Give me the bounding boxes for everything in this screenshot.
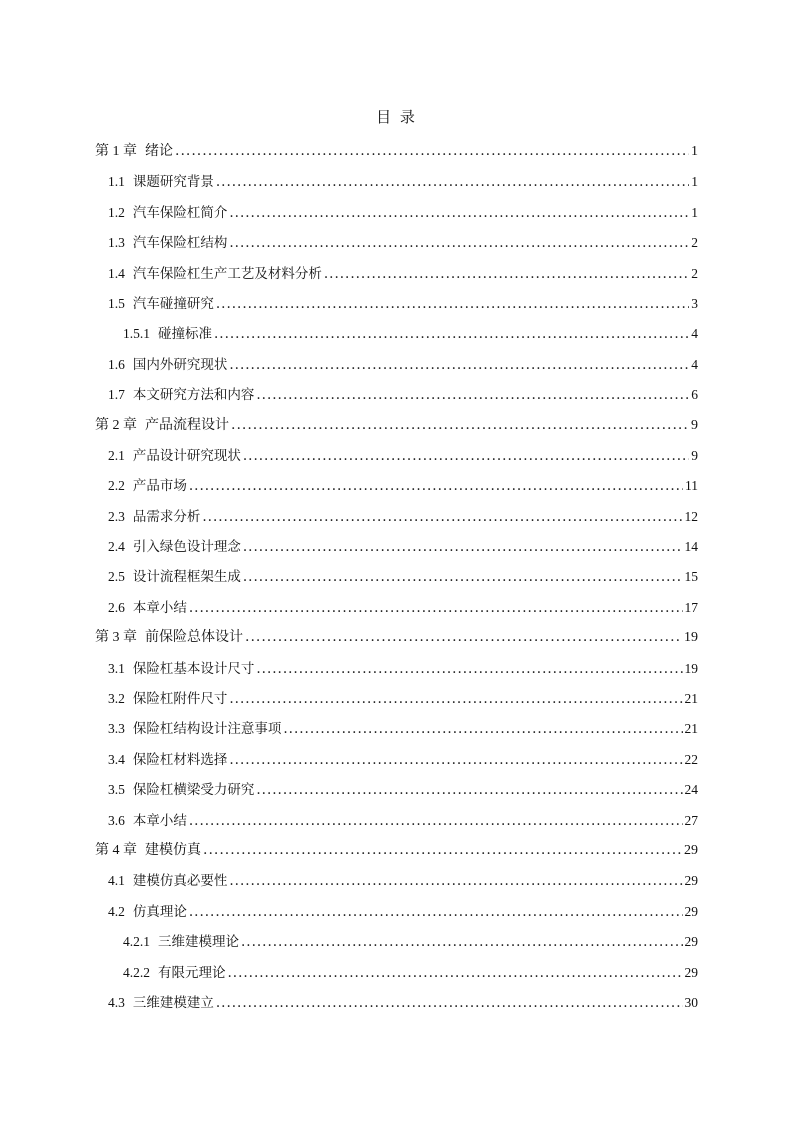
toc-entry-number: 3.5 [108,782,125,798]
toc-dot-leader [243,569,683,585]
toc-dot-leader [203,842,682,858]
toc-entry[interactable] [95,444,698,474]
toc-dot-leader [189,600,683,616]
toc-entry-title: 有限元理论 [158,964,226,981]
toc-entry-number: 1.1 [108,174,125,190]
toc-entry-page-number: 4 [691,356,698,372]
toc-entry-title: 汽车保险杠生产工艺及材料分析 [132,265,322,282]
toc-dot-leader [243,539,683,555]
toc-entry-page-number: 22 [684,751,698,767]
toc-dot-leader [175,143,689,159]
toc-dot-leader [202,509,682,525]
toc-entry-page-number: 27 [684,812,698,828]
toc-entry-number: 4.2 [108,903,125,919]
toc-entry-title: 仿真理论 [132,903,187,920]
toc-dot-leader [229,357,689,373]
toc-entry-page-number: 9 [691,417,698,433]
toc-entry-number: 1.6 [108,356,125,372]
toc-entry-page-number: 6 [691,387,698,403]
toc-dot-leader [228,965,683,981]
toc-entry-page-number: 11 [685,478,698,494]
toc-entry-title: 产品市场 [132,478,187,495]
toc-entry-title: 保险杠基本设计尺寸 [132,660,255,677]
toc-entry[interactable] [95,383,698,413]
toc-entry[interactable] [95,687,698,717]
toc-entry[interactable] [95,565,698,595]
toc-entry-title: 产品流程设计 [145,416,229,433]
toc-entry-title: 三维建模理论 [158,934,239,951]
toc-entry-page-number: 1 [691,204,698,220]
toc-entry-title: 课题研究背景 [132,174,214,191]
toc-entry-page-number: 17 [684,599,698,615]
toc-entry-title: 建模仿真 [145,841,201,858]
toc-entry-number: 第 4 章 [95,842,137,858]
toc-entry[interactable] [95,809,698,839]
toc-entry[interactable] [95,201,698,231]
toc-entry-number: 3.3 [108,721,125,737]
toc-entry[interactable] [95,930,698,960]
toc-entry-number: 2.5 [108,569,125,585]
toc-entry[interactable] [95,292,698,322]
toc-dot-leader [214,326,689,342]
toc-entry-page-number: 9 [691,447,698,463]
toc-entry-page-number: 2 [691,265,698,281]
toc-entry-number: 第 1 章 [95,144,137,159]
toc-entry[interactable] [95,353,698,383]
toc-dot-leader [216,995,683,1011]
toc-entry-number: 1.3 [108,235,125,251]
toc-dot-leader [216,296,689,312]
toc-entry-page-number: 12 [684,508,698,524]
toc-entry-number: 2.6 [108,599,125,615]
toc-entry-page-number: 29 [684,964,698,980]
toc-entry[interactable] [95,535,698,565]
toc-entry-title: 本文研究方法和内容 [132,387,255,404]
toc-entry-title: 碰撞标准 [158,326,212,343]
toc-entry[interactable] [95,596,698,626]
toc-entry-number: 4.3 [108,994,125,1010]
toc-entry-number: 3.2 [108,691,125,707]
toc-entry-page-number: 24 [684,782,698,798]
toc-entry-page-number: 29 [684,903,698,919]
toc-entry-page-number: 19 [684,630,698,646]
toc-entry-page-number: 1 [691,144,698,159]
toc-entry[interactable] [95,961,698,991]
toc-dot-leader [189,904,683,920]
toc-entry-number: 第 2 章 [95,417,137,433]
toc-entry[interactable] [95,657,698,687]
toc-entry-number: 1.4 [108,265,125,281]
toc-entry-title: 三维建模建立 [132,994,214,1011]
table-of-contents [95,140,698,1021]
toc-dot-leader [245,629,682,645]
toc-entry-page-number: 29 [684,934,698,950]
toc-entry-number: 1.5.1 [123,326,150,342]
toc-entry-page-number: 29 [684,842,698,858]
toc-entry[interactable] [95,717,698,747]
toc-entry-title: 绪论 [145,143,173,159]
toc-dot-leader [229,691,682,707]
toc-entry-title: 建模仿真必要性 [132,873,228,890]
toc-entry-page-number: 19 [684,660,698,676]
toc-entry-number: 2.3 [108,508,125,524]
toc-entry-title: 保险杠结构设计注意事项 [132,721,282,738]
toc-entry-page-number: 21 [684,721,698,737]
toc-dot-leader [189,813,683,829]
toc-entry[interactable] [95,262,698,292]
toc-entry[interactable] [95,748,698,778]
toc-entry-number: 2.4 [108,539,125,555]
toc-entry-title: 设计流程框架生成 [132,569,241,586]
toc-entry-number: 4.2.1 [123,934,150,950]
toc-entry[interactable] [95,414,698,444]
toc-entry[interactable] [95,626,698,656]
toc-entry-title: 引入绿色设计理念 [132,539,241,556]
toc-entry-title: 品需求分析 [132,508,201,525]
toc-entry-number: 1.2 [108,204,125,220]
toc-entry-page-number: 30 [684,994,698,1010]
toc-dot-leader [229,752,682,768]
toc-entry-page-number: 29 [684,873,698,889]
toc-dot-leader [256,387,689,403]
toc-entry-number: 3.1 [108,660,125,676]
toc-entry-page-number: 15 [684,569,698,585]
toc-entry-page-number: 14 [684,539,698,555]
toc-dot-leader [229,873,682,889]
toc-entry-title: 汽车保险杠结构 [132,235,228,252]
toc-entry-title: 本章小结 [132,599,187,616]
toc-entry-title: 汽车保险杠简介 [132,204,228,221]
toc-dot-leader [256,782,682,798]
toc-entry-page-number: 2 [691,235,698,251]
toc-entry[interactable] [95,140,698,170]
toc-entry-title: 保险杠材料选择 [132,751,228,768]
toc-dot-leader [189,478,683,494]
toc-dot-leader [229,235,689,251]
toc-entry[interactable] [95,505,698,535]
toc-entry[interactable] [95,900,698,930]
toc-dot-leader [256,661,682,677]
toc-dot-leader [243,448,689,464]
toc-entry[interactable] [95,839,698,869]
toc-entry-number: 4.2.2 [123,964,150,980]
toc-dot-leader [229,205,689,221]
toc-entry[interactable] [95,231,698,261]
toc-dot-leader [241,934,683,950]
toc-entry-title: 保险杠附件尺寸 [132,691,228,708]
toc-dot-leader [283,721,682,737]
toc-entry[interactable] [95,869,698,899]
toc-entry-number: 3.6 [108,812,125,828]
toc-entry-title: 汽车碰撞研究 [132,295,214,312]
toc-entry[interactable] [95,170,698,200]
toc-dot-leader [231,417,689,433]
toc-entry-number: 4.1 [108,873,125,889]
toc-entry-title: 保险杠横梁受力研究 [132,782,255,799]
toc-entry[interactable] [95,778,698,808]
toc-entry-title: 前保险总体设计 [145,629,243,646]
toc-entry-number: 1.5 [108,295,125,311]
page-title: 目 录 [376,108,417,126]
toc-dot-leader [324,266,689,282]
toc-entry[interactable] [95,322,698,352]
toc-dot-leader [216,174,689,190]
toc-entry-number: 第 3 章 [95,630,137,646]
toc-entry-title: 国内外研究现状 [132,356,228,373]
toc-entry-page-number: 4 [691,326,698,342]
toc-entry-title: 本章小结 [132,812,187,829]
toc-entry-page-number: 1 [691,174,698,190]
toc-entry-page-number: 21 [684,691,698,707]
toc-entry-number: 2.1 [108,447,125,463]
toc-entry-number: 2.2 [108,478,125,494]
toc-entry[interactable] [95,474,698,504]
toc-entry-number: 3.4 [108,751,125,767]
toc-entry-page-number: 3 [691,295,698,311]
toc-entry-number: 1.7 [108,387,125,403]
toc-entry-title: 产品设计研究现状 [132,447,241,464]
toc-entry[interactable] [95,991,698,1021]
